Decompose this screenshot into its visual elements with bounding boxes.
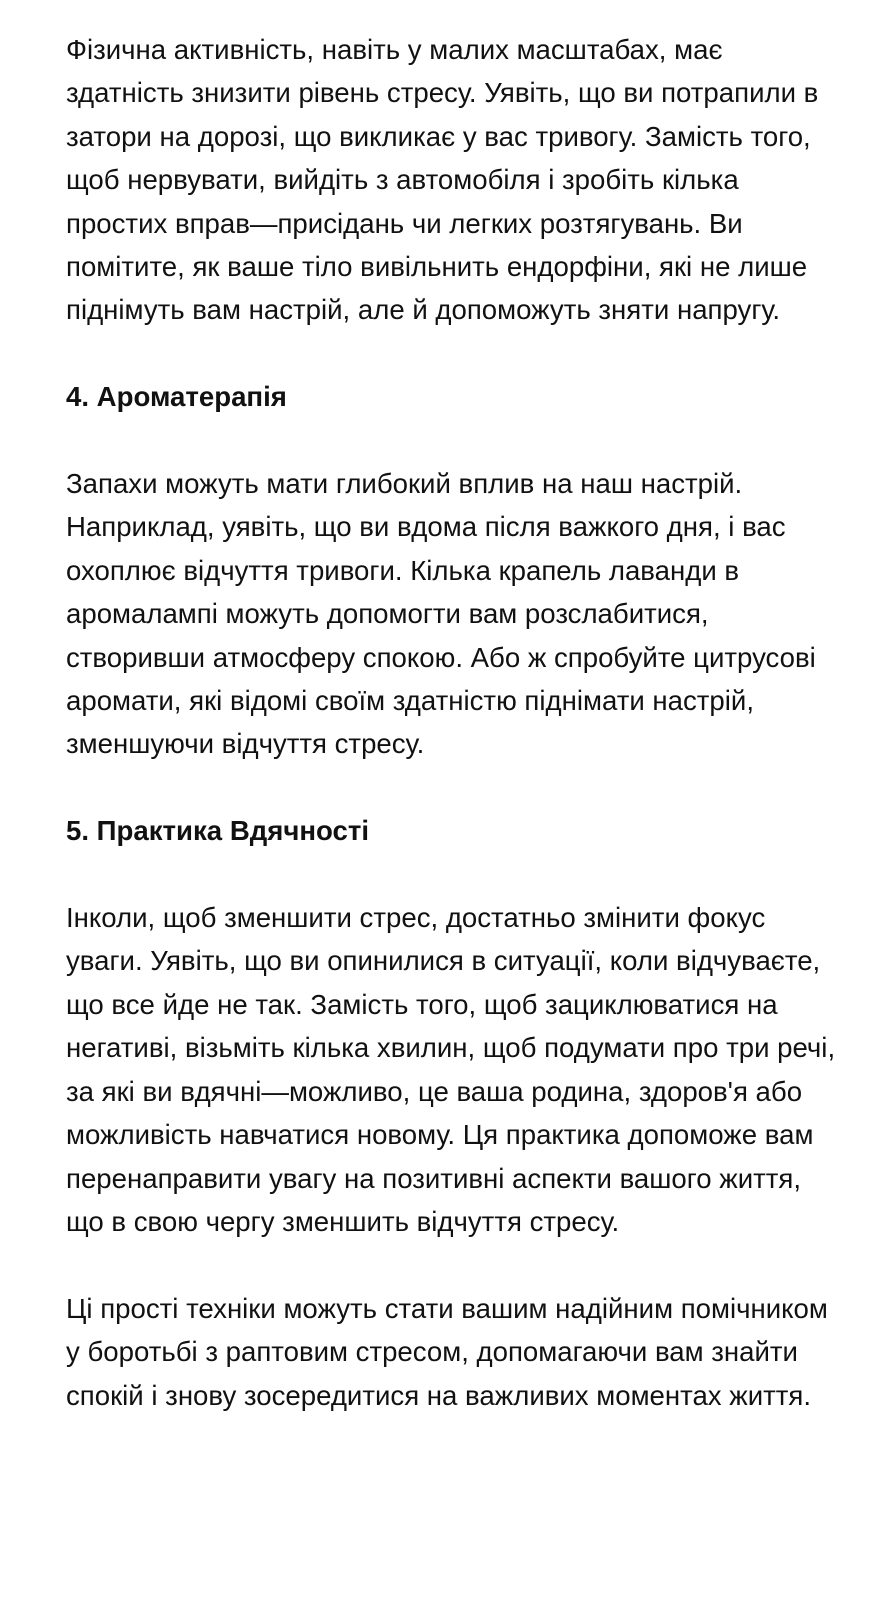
section-heading-gratitude: 5. Практика Вдячності — [66, 815, 370, 847]
section-heading-aromatherapy: 4. Ароматерапія — [66, 381, 287, 413]
intro-paragraph: Фізична активність, навіть у малих масштабах, має здатність знизити рівень стресу. Уявіть, що ви потрапили в затори на дорозі, що викликає у вас тривогу. Замість того, щоб нервувати, вийдіть з автомобіля і зробіть кілька простих вправ—присідань чи легких розтягувань. Ви помітите, як ваше тіло вивільнить ендорфіни, які не лише піднімуть вам настрій, але й допоможуть зняти напругу. — [66, 34, 819, 326]
gratitude-paragraph: Інколи, щоб зменшити стрес, достатньо змінити фокус уваги. Уявіть, що ви опинилися в ситуації, коли відчуваєте, що все йде не так. Замість того, щоб зациклюватися на негативі, візьміть кілька хвилин, щоб подумати про три речі, за які ви вдячні—можливо, це ваша родина, здоров'я або можливість навчатися новому. Ця практика допоможе вам перенаправити увагу на позитивні аспекти вашого життя, що в свою чергу зменшить відчуття стресу. — [66, 902, 836, 1237]
aromatherapy-paragraph: Запахи можуть мати глибокий вплив на наш настрій. Наприклад, уявіть, що ви вдома після важкого дня, і вас охоплює відчуття тривоги. Кілька крапель лаванди в аромалампі можуть допомогти вам розслабитися, створивши атмосферу спокою. Або ж спробуйте цитрусові аромати, які відомі своїм здатністю піднімати настрій, зменшуючи відчуття стресу. — [66, 468, 816, 760]
conclusion-paragraph: Ці прості техніки можуть стати вашим надійним помічником у боротьбі з раптовим стресом, допомагаючи вам знайти спокій і знову зосередитися на важливих моментах життя. — [66, 1292, 828, 1411]
article-body — [66, 28, 846, 1417]
